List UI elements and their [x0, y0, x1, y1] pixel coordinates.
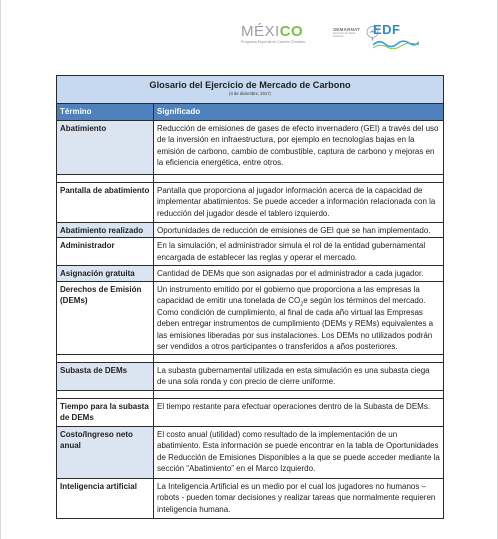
table-title-cell: [57, 76, 444, 104]
table-row: [57, 120, 444, 174]
table-title-row: [57, 76, 444, 104]
table-row: [57, 281, 444, 354]
column-header-meaning: Significado: [154, 104, 444, 121]
mexico-logo: [241, 24, 327, 50]
meaning-cell: Oportunidades de reducción de emisiones de GEI que se han implementado.: [154, 222, 444, 238]
glossary-table: [56, 75, 444, 519]
mexico-logo-accent: CO: [279, 23, 304, 40]
term-cell: Administrador: [57, 238, 154, 266]
term-cell: Abatimiento: [57, 120, 154, 174]
row-spacer: [57, 390, 444, 398]
term-cell: Asignación gratuita: [57, 266, 154, 282]
meaning-cell: El tiempo restante para efectuar operaciones dentro de la Subasta de DEMs.: [154, 398, 444, 426]
table-row: [57, 362, 444, 390]
table-title: Glosario del Ejercicio de Mercado de Carbono: [149, 80, 351, 90]
semarnat-logo-text: SEMARNAT: [333, 27, 361, 32]
term-cell: Tiempo para la subasta de DEMs: [57, 398, 154, 426]
table-row: [57, 182, 444, 222]
table-row: [57, 426, 444, 478]
row-spacer: [57, 174, 444, 182]
table-header-row: [57, 104, 444, 121]
term-cell: Costo/Ingreso neto anual: [57, 426, 154, 478]
table-row: [57, 222, 444, 238]
edf-logo: [373, 23, 419, 49]
meaning-cell: El costo anual (utilidad) como resultado de la implementación de un abatimiento. Esta información se puede encontrar en la tabla de Oportunidades de Reducción de Emisiones Disponibles a la que se puede acceder mediante la sección “Abatimiento” en el Marco Izquierdo.: [154, 426, 444, 478]
edf-wave-icon: [373, 39, 419, 49]
term-cell: Subasta de DEMs: [57, 362, 154, 390]
meaning-cell: Cantidad de DEMs que son asignadas por el administrador a cada jugador.: [154, 266, 444, 282]
meaning-cell: La Inteligencia Artificial es un medio por el cual los jugadores no humanos – robots - pueden tomar decisiones y realizar tareas que normalmente requieren inteligencia humana.: [154, 478, 444, 518]
table-row: [57, 266, 444, 282]
term-cell: Derechos de Emisión (DEMs): [57, 281, 154, 354]
meaning-subscript: 2: [300, 301, 304, 308]
mexico-logo-subtitle: Programa Especial de Cambio Climático: [241, 40, 306, 44]
table-row: [57, 478, 444, 518]
meaning-cell: [154, 281, 444, 354]
meaning-cell: En la simulación, el administrador simula el rol de la entidad gubernamental encargada de establecer las reglas y operar el mercado.: [154, 238, 444, 266]
meaning-cell: Reducción de emisiones de gases de efecto invernadero (GEI) a través del uso de la inversión en infraestructura, por ejemplo en tecnologías bajas en la emisión de carbono, cambio de combustible, captura de carbono y mejoras en la eficiencia energética, entre otros.: [154, 120, 444, 174]
meaning-cell: La subasta gubernamental utilizada en esta simulación es una subasta ciega de una sola ronda y con precio de cierre uniforme.: [154, 362, 444, 390]
semarnat-logo: [333, 27, 363, 41]
term-cell: Inteligencia artificial: [57, 478, 154, 518]
table-row: [57, 238, 444, 266]
term-cell: Pantalla de abatimiento: [57, 182, 154, 222]
term-cell: Abatimiento realizado: [57, 222, 154, 238]
table-date: (4 de diciembre, 2017): [229, 91, 271, 96]
meaning-cell: Pantalla que proporciona al jugador información acerca de la capacidad de implementar abatimientos. Se puede acceder a información relacionada con la reducción del jugador desde el tablero izquierdo.: [154, 182, 444, 222]
edf-logo-text: EDF: [373, 22, 401, 37]
row-spacer: [57, 354, 444, 362]
meaning-text-part: e según los términos del mercado. Como condición de cumplimiento, al final de cada año virtual las Empresas deben entregar instrumentos de cumplimiento (DEMs y REMs) equivalentes a las emisiones liberadas por sus instalaciones. Los DEMs no utilizados podrán ser vendidos a otros participantes o transferidos a años posteriores.: [157, 296, 434, 351]
semarnat-logo-subtitle: Secretaría de Medio Ambiente: [333, 32, 356, 38]
table-row: [57, 398, 444, 426]
mexico-logo-word: MÉXICO: [241, 23, 304, 40]
meaning-text-part: Un instrumento emitido por el gobierno que proporciona a las empresas la capacidad de emitir una tonelada de CO: [157, 284, 420, 305]
column-header-term: Término: [57, 104, 154, 121]
